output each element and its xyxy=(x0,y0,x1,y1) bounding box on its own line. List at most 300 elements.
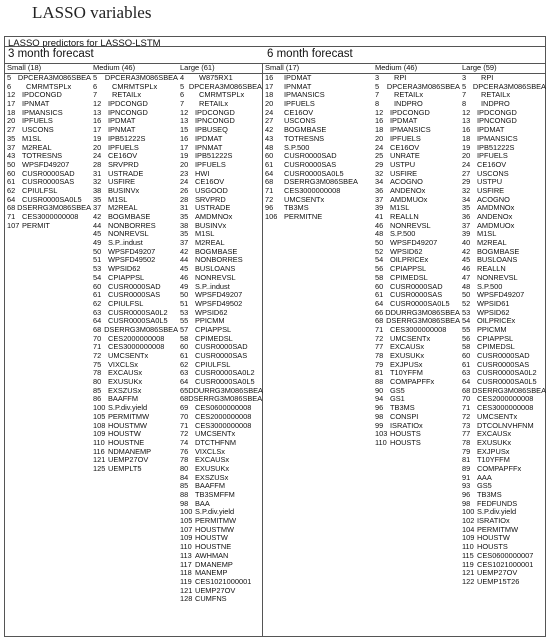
variable-name: CUSR0000SA0L5 xyxy=(390,298,450,308)
variable-index: 35 xyxy=(180,229,189,239)
variable-name: DMANEMP xyxy=(195,559,233,569)
variable-name: AMDMNOx xyxy=(195,212,233,221)
variable-name: CPIAPPSL xyxy=(195,324,232,334)
variable-name: EXSZUSx xyxy=(195,472,229,482)
variable-name: CUSR0000SA0L2 xyxy=(477,368,537,378)
variable-index: 107 xyxy=(7,220,20,230)
variable-index: 96 xyxy=(265,203,274,213)
variable-name: USGOOD xyxy=(195,185,228,195)
variable-index: 56 xyxy=(375,264,384,274)
variable-index: 61 xyxy=(180,351,189,360)
variable-name: EXUSUKx xyxy=(195,463,230,473)
page-title: LASSO variables xyxy=(32,3,152,22)
variable-name: EXCAUSx xyxy=(195,455,230,465)
variable-index: 61 xyxy=(462,359,471,369)
variable-index: 68 xyxy=(93,324,102,334)
variable-name: M1SL xyxy=(108,194,128,204)
variable-name: INDPRO xyxy=(481,99,510,109)
variable-name: DPCERA3M086SBEA xyxy=(472,81,546,91)
variable-name: DDURRG3M086SBEA xyxy=(188,385,263,395)
variable-index: 46 xyxy=(180,272,189,282)
variable-index: 71 xyxy=(462,403,471,413)
variable-name: CES3000000008 xyxy=(108,342,165,352)
column-header: Medium (46) xyxy=(375,63,418,72)
variable-name: IPB51222S xyxy=(108,133,146,143)
predictor-table xyxy=(4,36,546,637)
variable-name: CUSR0000SAD xyxy=(108,281,161,291)
variable-name: IPB51222S xyxy=(477,142,515,152)
variable-index: 116 xyxy=(93,446,105,456)
variable-name: CMRMTSPLx xyxy=(112,81,158,91)
variable-index: 37 xyxy=(462,220,471,230)
variable-index: 110 xyxy=(462,542,474,552)
column-header: Small (17) xyxy=(265,63,300,72)
variable-index: 72 xyxy=(265,194,274,204)
variable-index: 35 xyxy=(180,212,189,221)
variable-list xyxy=(373,74,460,448)
variable-name: HOUSTNE xyxy=(108,437,145,447)
variable-index: 68 xyxy=(180,394,189,404)
variable-index: 52 xyxy=(375,246,384,256)
variable-index: 109 xyxy=(180,533,193,543)
variable-name: WPSFD49207 xyxy=(390,238,438,248)
variable-name: IPNCONGD xyxy=(195,116,235,126)
variable-name: CPIULFSL xyxy=(22,185,58,195)
variable-index: 37 xyxy=(7,142,16,152)
variable-name: USTPU xyxy=(477,177,503,187)
variable-row xyxy=(263,109,373,118)
variable-index: 47 xyxy=(462,272,471,282)
variable-index: 3 xyxy=(462,73,467,82)
horizon-label-3m: 3 month forecast xyxy=(8,48,94,60)
variable-name: WPSID62 xyxy=(390,246,423,256)
variable-name: CONSPI xyxy=(390,411,419,421)
variable-name: CES3000000008 xyxy=(195,420,252,430)
caption-divider xyxy=(5,46,545,47)
variable-name: IPFUELS xyxy=(390,133,421,143)
variable-name: CUSR0000SA0L5 xyxy=(477,377,537,387)
variable-index: 74 xyxy=(180,437,189,447)
variable-name: EXUSUKx xyxy=(108,377,143,387)
variable-index: 6 xyxy=(180,90,185,100)
variable-name: FEDFUNDS xyxy=(477,498,518,508)
variable-name: USTRADE xyxy=(108,168,144,178)
variable-index: 99 xyxy=(375,420,384,430)
variable-name: CPIAPPSL xyxy=(477,333,514,343)
variable-index: 17 xyxy=(7,99,16,109)
variable-index: 64 xyxy=(462,377,471,387)
variable-index: 103 xyxy=(375,429,388,439)
variable-name: EXCAUSx xyxy=(108,368,143,378)
variable-index: 100 xyxy=(93,403,106,413)
variable-index: 61 xyxy=(265,159,274,169)
variable-name: IPMANSICS xyxy=(284,90,325,100)
variable-name: CUSR0000SAS xyxy=(108,290,161,300)
variable-name: USFIRE xyxy=(108,177,136,187)
horizon-label-6m: 6 month forecast xyxy=(267,48,353,60)
variable-name: IPDCONGD xyxy=(195,107,235,117)
variable-name: UEMP27OV xyxy=(195,585,236,595)
variable-index: 86 xyxy=(93,394,102,404)
variable-index: 18 xyxy=(462,133,471,143)
variable-row xyxy=(263,213,373,222)
variable-index: 57 xyxy=(180,324,189,334)
variable-name: DSERRG3M086SBEA xyxy=(188,394,263,404)
variable-name: DDURRG3M086SBEA xyxy=(385,307,460,317)
variable-name: IPBUSEQ xyxy=(195,125,228,135)
variable-name: HOUSTS xyxy=(477,542,508,552)
variable-name: AMDMNOx xyxy=(477,203,515,213)
variable-index: 68 xyxy=(265,177,274,187)
variable-name: NONREVSL xyxy=(390,220,431,230)
variable-index: 49 xyxy=(180,281,189,291)
variable-index: 89 xyxy=(462,463,471,473)
variable-name: IPDMAT xyxy=(195,133,223,143)
variable-index: 20 xyxy=(375,133,384,143)
variable-name: HOUSTS xyxy=(390,429,421,439)
variable-name: EXCAUSx xyxy=(390,342,425,352)
variable-list xyxy=(5,74,91,230)
variable-index: 20 xyxy=(93,142,102,152)
variable-index: 121 xyxy=(180,585,193,595)
variable-row xyxy=(5,222,91,231)
variable-name: DSERRG3M086SBEA xyxy=(104,324,178,334)
variable-name: CES2000000008 xyxy=(477,394,534,404)
variable-index: 65 xyxy=(180,385,189,395)
variable-name: CE16OV xyxy=(195,177,225,187)
variable-index: 71 xyxy=(180,420,189,430)
variable-index: 5 xyxy=(93,73,98,82)
variable-name: M2REAL xyxy=(195,238,225,248)
variable-index: 43 xyxy=(7,151,16,161)
variable-name: UEMP27OV xyxy=(477,568,518,578)
variable-index: 85 xyxy=(180,481,189,491)
variable-index: 17 xyxy=(180,142,189,152)
variable-index: 128 xyxy=(180,594,193,604)
variable-index: 7 xyxy=(93,90,98,100)
variable-index: 72 xyxy=(462,411,471,421)
variable-name: CES1021000001 xyxy=(195,576,252,586)
variable-name: CPIMEDSL xyxy=(195,333,233,343)
variable-index: 49 xyxy=(93,238,102,248)
variable-index: 63 xyxy=(462,368,471,378)
variable-index: 58 xyxy=(375,272,384,282)
variable-index: 60 xyxy=(7,168,16,178)
variable-index: 121 xyxy=(93,455,106,465)
variable-index: 42 xyxy=(180,246,189,256)
variable-index: 39 xyxy=(462,229,471,239)
variable-index: 105 xyxy=(93,411,106,421)
variable-index: 38 xyxy=(93,185,102,195)
variable-index: 32 xyxy=(93,177,102,187)
variable-index: 78 xyxy=(93,368,102,378)
variable-index: 18 xyxy=(375,125,384,135)
variable-name: SRVPRD xyxy=(195,194,226,204)
variable-name: WPSFD49502 xyxy=(108,255,156,265)
variable-row xyxy=(178,595,262,604)
variable-index: 72 xyxy=(375,333,384,343)
variable-index: 51 xyxy=(93,255,102,265)
variable-name: CMRMTSPLx xyxy=(26,81,72,91)
variable-index: 58 xyxy=(462,342,471,352)
variable-name: HOUSTW xyxy=(195,533,228,543)
variable-index: 7 xyxy=(375,90,380,100)
variable-name: S.P.div.yield xyxy=(477,507,517,517)
variable-name: CPIULFSL xyxy=(195,359,231,369)
variable-index: 56 xyxy=(462,333,471,343)
variable-index: 53 xyxy=(93,264,102,274)
variable-name: AWHMAN xyxy=(195,550,229,560)
variable-name: T10YFFM xyxy=(477,455,510,465)
variable-index: 107 xyxy=(180,524,193,534)
column-3m-medium xyxy=(91,63,178,474)
variable-name: NONREVSL xyxy=(195,272,236,282)
variable-index: 118 xyxy=(180,568,192,578)
variable-index: 102 xyxy=(462,516,475,526)
variable-name: DTCOLNVHFNM xyxy=(477,420,534,430)
variable-row xyxy=(460,482,546,491)
variable-index: 19 xyxy=(180,151,189,161)
variable-name: TB3MS xyxy=(390,403,415,413)
variable-index: 36 xyxy=(375,185,384,195)
variable-name: CUSR0000SA0L2 xyxy=(195,368,255,378)
variable-row xyxy=(178,491,262,500)
variable-name: IPDMAT xyxy=(477,125,505,135)
variable-index: 125 xyxy=(93,463,106,473)
variable-index: 60 xyxy=(93,281,102,291)
variable-index: 61 xyxy=(93,290,102,300)
variable-name: CUSR0000SAD xyxy=(22,168,75,178)
variable-index: 54 xyxy=(93,272,102,282)
variable-name: GS5 xyxy=(390,385,405,395)
variable-name: UEMP27OV xyxy=(108,455,149,465)
variable-index: 19 xyxy=(462,142,471,152)
variable-index: 44 xyxy=(180,255,189,265)
variable-name: S.P.div.yield xyxy=(195,507,235,517)
variable-name: IPDCONGD xyxy=(477,107,517,117)
variable-name: NONREVSL xyxy=(477,272,518,282)
variable-index: 109 xyxy=(462,533,475,543)
variable-index: 71 xyxy=(375,324,384,334)
variable-index: 55 xyxy=(180,316,189,326)
variable-name: CES2000000008 xyxy=(195,411,252,421)
variable-row xyxy=(373,439,460,448)
variable-name: CES3000000008 xyxy=(390,324,447,334)
variable-index: 44 xyxy=(93,220,102,230)
variable-name: INDPRO xyxy=(394,99,423,109)
variable-index: 46 xyxy=(462,264,471,274)
column-6m-medium xyxy=(373,63,460,448)
variable-name: EXCAUSx xyxy=(477,429,512,439)
variable-index: 100 xyxy=(180,507,193,517)
variable-name: PPICMM xyxy=(477,324,507,334)
variable-name: RETAILx xyxy=(481,90,511,100)
variable-name: BOGMBASE xyxy=(108,212,151,221)
variable-index: 29 xyxy=(375,159,384,169)
variable-name: CE16OV xyxy=(390,142,420,152)
variable-name: DTCTHFNM xyxy=(195,437,237,447)
variable-index: 79 xyxy=(375,359,384,369)
variable-name: OILPRICEx xyxy=(477,316,516,326)
variable-name: UMCSENTx xyxy=(284,194,325,204)
variable-name: REALLN xyxy=(477,264,506,274)
variable-row xyxy=(373,395,460,404)
variable-index: 54 xyxy=(462,316,471,326)
variable-index: 62 xyxy=(93,298,102,308)
variable-index: 115 xyxy=(462,550,474,560)
variable-row xyxy=(460,578,546,587)
variable-name: ANDENOx xyxy=(477,212,513,221)
variable-name: CPIMEDSL xyxy=(390,272,428,282)
variable-row xyxy=(460,222,546,231)
variable-index: 13 xyxy=(180,116,189,126)
variable-name: HOUSTMW xyxy=(195,524,234,534)
variable-name: DSERRG3M086SBEA xyxy=(17,203,91,213)
variable-name: HOUSTNE xyxy=(195,542,232,552)
variable-index: 98 xyxy=(180,498,189,508)
variable-name: WPSID62 xyxy=(195,307,228,317)
variable-index: 36 xyxy=(462,212,471,221)
variable-index: 45 xyxy=(180,264,189,274)
variable-name: CUSR0000SAD xyxy=(195,342,248,352)
variable-index: 8 xyxy=(462,99,467,109)
variable-index: 106 xyxy=(265,212,278,221)
variable-index: 35 xyxy=(7,133,16,143)
variable-index: 7 xyxy=(180,99,185,109)
variable-index: 43 xyxy=(265,133,274,143)
variable-name: ISRATIOx xyxy=(477,516,510,526)
column-header: Large (61) xyxy=(180,63,215,72)
variable-index: 24 xyxy=(265,107,274,117)
variable-row xyxy=(263,135,373,144)
variable-list xyxy=(460,74,546,587)
variable-row xyxy=(460,465,546,474)
variable-name: BUSLOANS xyxy=(477,255,518,265)
table-caption: LASSO predictors for LASSO-LSTM xyxy=(8,38,161,49)
variable-index: 68 xyxy=(462,385,471,395)
column-3m-large xyxy=(178,63,262,604)
variable-index: 80 xyxy=(180,463,189,473)
variable-name: IPDCONGD xyxy=(108,99,148,109)
variable-name: WPSFD49207 xyxy=(195,290,243,300)
variable-index: 27 xyxy=(7,125,16,135)
variable-name: CUMFNS xyxy=(195,594,227,604)
variable-name: NONBORRES xyxy=(195,255,243,265)
variable-index: 61 xyxy=(7,177,16,187)
variable-name: TB3MS xyxy=(477,490,502,499)
variable-name: IPFUELS xyxy=(195,159,226,169)
variable-name: HOUSTW xyxy=(108,429,141,439)
variable-index: 55 xyxy=(462,324,471,334)
variable-name: TB3SMFFM xyxy=(195,490,235,499)
variable-index: 5 xyxy=(375,81,380,91)
variable-name: TB3MS xyxy=(284,203,309,213)
variable-index: 25 xyxy=(375,151,384,161)
variable-index: 62 xyxy=(180,359,189,369)
variable-index: 20 xyxy=(265,99,274,109)
variable-name: ACOGNO xyxy=(477,194,510,204)
variable-name: BUSINVx xyxy=(108,185,140,195)
variable-name: CUSR0000SAD xyxy=(390,281,443,291)
variable-name: PPICMM xyxy=(195,316,225,326)
variable-index: 119 xyxy=(180,576,192,586)
variable-index: 119 xyxy=(462,559,474,569)
variable-row xyxy=(5,126,91,135)
variable-index: 48 xyxy=(375,229,384,239)
variable-index: 58 xyxy=(180,333,189,343)
variable-name: HOUSTS xyxy=(390,437,421,447)
variable-name: IPDCONGD xyxy=(22,90,62,100)
variable-index: 23 xyxy=(180,168,189,178)
variable-index: 78 xyxy=(375,351,384,360)
variable-index: 88 xyxy=(180,490,189,499)
variable-name: USCONS xyxy=(477,168,509,178)
column-6m-small xyxy=(263,63,373,222)
variable-index: 41 xyxy=(375,212,384,221)
variable-index: 31 xyxy=(93,168,102,178)
variable-index: 84 xyxy=(180,472,189,482)
variable-name: EXUSUKx xyxy=(390,351,425,360)
variable-index: 72 xyxy=(93,351,102,360)
variable-name: IPNMAT xyxy=(108,125,136,135)
variable-name: BOGMBASE xyxy=(195,246,238,256)
variable-name: NONBORRES xyxy=(108,220,156,230)
variable-index: 64 xyxy=(265,168,274,178)
variable-name: IPMANSICS xyxy=(477,133,518,143)
variable-name: DSERRG3M086SBEA xyxy=(284,177,358,187)
variable-name: UMCSENTx xyxy=(390,333,431,343)
variable-name: ACOGNO xyxy=(390,177,423,187)
variable-row xyxy=(263,100,373,109)
variable-name: IPNMAT xyxy=(22,99,50,109)
variable-index: 5 xyxy=(462,81,467,91)
variable-name: IPDMAT xyxy=(390,116,418,126)
variable-index: 53 xyxy=(462,307,471,317)
variable-name: AMDMUOx xyxy=(390,194,428,204)
variable-name: REALLN xyxy=(390,212,419,221)
variable-row xyxy=(91,465,178,474)
variable-name: IPDMAT xyxy=(108,116,136,126)
variable-name: CES3000000008 xyxy=(284,185,341,195)
variable-index: 16 xyxy=(180,133,189,143)
variable-name: DPCERA3M086SBEA xyxy=(17,73,91,82)
variable-name: CUSR0000SAS xyxy=(477,359,530,369)
variable-name: IPMANSICS xyxy=(390,125,431,135)
variable-name: CES3000000008 xyxy=(22,212,79,221)
variable-name: CPIAPPSL xyxy=(108,272,145,282)
variable-name: COMPAPFFx xyxy=(477,463,522,473)
variable-index: 113 xyxy=(180,550,192,560)
variable-index: 85 xyxy=(93,385,102,395)
variable-name: CE16OV xyxy=(477,159,507,169)
variable-name: CUSR0000SAS xyxy=(390,290,443,300)
variable-index: 35 xyxy=(93,194,102,204)
variable-row xyxy=(178,161,262,170)
variable-name: RPI xyxy=(481,73,494,82)
variable-name: S.P..indust xyxy=(108,238,143,248)
variable-index: 42 xyxy=(265,125,274,135)
variable-name: CES0600000007 xyxy=(477,550,534,560)
variable-index: 39 xyxy=(375,203,384,213)
variable-name: M2REAL xyxy=(477,238,507,248)
variable-index: 51 xyxy=(180,298,189,308)
variable-index: 35 xyxy=(462,203,471,213)
variable-index: 50 xyxy=(7,159,16,169)
variable-name: IPNCONGD xyxy=(477,116,517,126)
variable-index: 96 xyxy=(375,403,384,413)
variable-name: CMRMTSPLx xyxy=(199,90,245,100)
variable-index: 4 xyxy=(180,73,185,82)
